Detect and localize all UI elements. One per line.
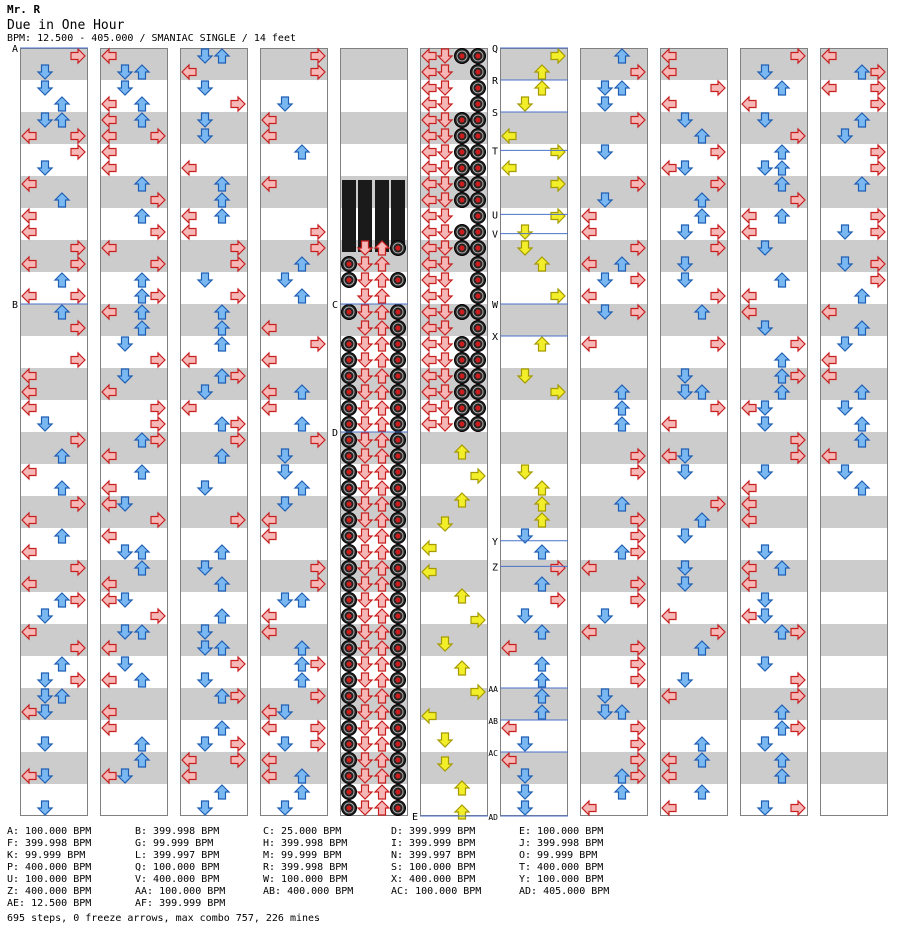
bpm-legend-entry: AC: 100.000 BPM [391,886,482,897]
mine [342,673,357,688]
beat-stripe [500,400,568,432]
chart-summary: 695 steps, 0 freeze arrows, max combo 757, 226 mines [7,913,321,924]
beat-stripe [820,656,888,688]
bpm-marker-label: C [331,300,338,311]
bpm-marker-label: S [491,108,498,119]
mine [455,337,470,352]
hold-block [375,196,389,204]
mine [391,481,406,496]
mine [471,401,486,416]
bpm-legend-entry: C: 25.000 BPM [263,826,342,837]
bpm-legend-entry: P: 400.000 BPM [7,862,92,873]
mine [342,449,357,464]
beat-stripe [820,528,888,560]
beat-stripe [340,48,408,80]
beat-stripe [580,80,648,112]
bpm-legend-entry: T: 400.000 BPM [519,862,604,873]
mine [391,369,406,384]
beat-stripe [820,624,888,656]
bpm-marker-label: W [491,300,498,311]
mine [391,417,406,432]
mine [391,465,406,480]
mine [342,721,357,736]
bpm-legend-entry: X: 400.000 BPM [391,874,476,885]
mine [471,49,486,64]
mine [391,753,406,768]
bpm-marker-label: Q [491,44,498,55]
beat-stripe [820,784,888,816]
bpm-legend-entry: F: 399.998 BPM [7,838,92,849]
mine [391,609,406,624]
beat-stripe [660,560,728,592]
mine [342,337,357,352]
mine [342,593,357,608]
hold-block [375,228,389,236]
mine [391,401,406,416]
bpm-legend-entry: AD: 405.000 BPM [519,886,610,897]
bpm-legend-entry: Y: 100.000 BPM [519,874,604,885]
mine [391,625,406,640]
beat-stripe [820,688,888,720]
mine [342,417,357,432]
mine [455,225,470,240]
mine [391,545,406,560]
mine [342,785,357,800]
hold-block [358,220,372,228]
bpm-legend-entry: AA: 100.000 BPM [135,886,226,897]
song-title: Due in One Hour [7,18,125,33]
hold-block [375,180,389,188]
mine [471,273,486,288]
beat-stripe [500,496,568,528]
bpm-marker-label: AB [488,717,498,726]
mine [455,145,470,160]
mine [391,337,406,352]
beat-stripe [740,528,808,560]
mine [391,673,406,688]
beat-stripe [500,464,568,496]
mine [342,369,357,384]
beat-stripe [820,752,888,784]
beat-stripe [820,592,888,624]
mine [391,737,406,752]
mine [342,577,357,592]
mine [391,385,406,400]
beat-stripe [260,272,328,304]
mine [342,433,357,448]
mine [471,289,486,304]
bpm-marker-label: AA [488,685,498,694]
beat-stripe [500,656,568,688]
beat-stripe [340,80,408,112]
mine [391,305,406,320]
beat-stripe [820,112,888,144]
beat-stripe [500,432,568,464]
hold-block [358,228,372,236]
beat-stripe [100,784,168,816]
bpm-marker-label: A [11,44,18,55]
bpm-legend-entry: I: 399.999 BPM [391,838,476,849]
mine [391,433,406,448]
beat-stripe [500,688,568,720]
hold-block [391,188,405,196]
bpm-legend-entry: D: 399.999 BPM [391,826,476,837]
mine [342,737,357,752]
bpm-marker-label: Z [491,562,498,574]
mine [471,113,486,128]
mine [455,305,470,320]
mine [471,145,486,160]
mine [342,497,357,512]
mine [471,65,486,80]
beat-stripe [660,720,728,752]
beat-stripe [660,368,728,400]
mine [342,513,357,528]
mine [391,497,406,512]
bpm-legend-entry: E: 100.000 BPM [519,826,604,837]
bpm-legend-entry: Z: 400.000 BPM [7,886,92,897]
chart-column [580,48,648,816]
mine [342,801,357,816]
beat-stripe [180,304,248,336]
mine [455,161,470,176]
bpm-marker-label: E [411,812,418,823]
mine [342,257,357,272]
bpm-legend-entry: AE: 12.500 BPM [7,898,92,909]
beat-stripe [500,240,568,272]
mine [342,705,357,720]
beat-stripe [420,720,488,752]
mine [342,353,357,368]
beat-stripe [260,784,328,816]
bpm-legend-entry: Q: 100.000 BPM [135,862,220,873]
hold-block [375,204,389,212]
bpm-marker-label: AC [488,749,498,758]
beat-stripe [820,720,888,752]
hold-block [391,228,405,236]
mine [391,769,406,784]
beat-stripe [260,464,328,496]
mine [391,529,406,544]
author-name: Mr. R [7,3,41,16]
beat-stripe [660,528,728,560]
hold-block [358,204,372,212]
mine [471,241,486,256]
beat-stripe [180,560,248,592]
bpm-marker-label: U [491,210,498,222]
hold-block [391,204,405,212]
mine [471,305,486,320]
mine [342,769,357,784]
bpm-legend-entry: V: 400.000 BPM [135,874,220,885]
mine [342,465,357,480]
mine [471,97,486,112]
beat-stripe [180,112,248,144]
bpm-marker-label: D [331,428,338,439]
beat-stripe [500,336,568,368]
mine [391,705,406,720]
bpm-legend-entry: K: 99.999 BPM [7,850,86,861]
mine [471,225,486,240]
mine [471,161,486,176]
beat-stripe [500,80,568,112]
beat-stripe [180,528,248,560]
beat-stripe [580,144,648,176]
beat-stripe [420,432,488,464]
beat-stripe [180,784,248,816]
hold-block [391,196,405,204]
mine [342,401,357,416]
hold-block [358,188,372,196]
mine [342,481,357,496]
beat-stripe [180,464,248,496]
mine [342,753,357,768]
beat-stripe [340,112,408,144]
mine [455,401,470,416]
hold-block [375,188,389,196]
mine [471,369,486,384]
mine [391,241,406,256]
mine [342,385,357,400]
beat-stripe [20,80,88,112]
bpm-legend-entry: B: 399.998 BPM [135,826,220,837]
beat-stripe [180,592,248,624]
mine [391,689,406,704]
hold-block [391,220,405,228]
beat-stripe [420,496,488,528]
mine [455,49,470,64]
hold-block [342,180,356,188]
beat-stripe [500,784,568,816]
bpm-legend-entry: G: 99.999 BPM [135,838,214,849]
hold-block [391,212,405,220]
bpm-legend-entry: O: 99.999 BPM [519,850,598,861]
mine [342,561,357,576]
bpm-legend-entry: S: 100.000 BPM [391,862,476,873]
mine [391,321,406,336]
mine [455,193,470,208]
mine [391,641,406,656]
mine [342,545,357,560]
bpm-legend-entry: L: 399.997 BPM [135,850,220,861]
hold-block [342,188,356,196]
mine [342,609,357,624]
beat-stripe [500,528,568,560]
mine [471,129,486,144]
hold-block [358,196,372,204]
mine [391,593,406,608]
mine [391,513,406,528]
mine [342,273,357,288]
mine [455,369,470,384]
mine [391,353,406,368]
hold-block [358,180,372,188]
mine [391,561,406,576]
mine [471,321,486,336]
mine [342,641,357,656]
beat-stripe [180,624,248,656]
beat-stripe [740,144,808,176]
beat-stripe [660,304,728,336]
hold-block [375,220,389,228]
hold-block [342,236,356,244]
beat-stripe [420,656,488,688]
beat-stripe [580,688,648,720]
mine [455,113,470,128]
mine [455,241,470,256]
beat-stripe [820,176,888,208]
mine [471,81,486,96]
hold-block [342,228,356,236]
beat-stripe [20,784,88,816]
mine [471,193,486,208]
mine [471,209,486,224]
beat-stripe [660,464,728,496]
bpm-marker-label: B [11,300,18,311]
beat-stripe [820,464,888,496]
bpm-legend-entry: AB: 400.000 BPM [263,886,354,897]
mine [455,129,470,144]
bpm-legend-entry: W: 100.000 BPM [263,874,348,885]
beat-stripe [500,304,568,336]
hold-block [342,212,356,220]
mine [342,529,357,544]
mine [342,305,357,320]
beat-stripe [740,752,808,784]
beat-stripe [260,80,328,112]
chart-column [660,48,728,816]
bpm-marker-label: X [491,332,498,343]
bpm-legend-entry: U: 100.000 BPM [7,874,92,885]
hold-block [342,196,356,204]
beat-stripe [340,144,408,176]
bpm-legend-entry: A: 100.000 BPM [7,826,92,837]
beat-stripe [420,752,488,784]
hold-block [375,212,389,220]
mine [471,177,486,192]
bpm-marker-label: V [491,229,498,241]
mine [342,657,357,672]
mine [471,385,486,400]
mine [391,785,406,800]
bpm-legend-entry: AF: 399.999 BPM [135,898,226,909]
beat-stripe [820,496,888,528]
mine [455,353,470,368]
beat-stripe [820,560,888,592]
mine [455,385,470,400]
hold-block [391,180,405,188]
beat-stripe [740,240,808,272]
chart-info: BPM: 12.500 - 405.000 / SMANIAC SINGLE / 14 feet [7,33,296,44]
hold-block [358,212,372,220]
beat-stripe [580,400,648,432]
beat-stripe [820,400,888,432]
beat-stripe [180,176,248,208]
beat-stripe [420,624,488,656]
mine [391,449,406,464]
chart-column [500,48,568,816]
beat-stripe [660,656,728,688]
mine [391,657,406,672]
mine [391,801,406,816]
bpm-legend-entry: H: 399.998 BPM [263,838,348,849]
beat-stripe [660,112,728,144]
hold-block [342,204,356,212]
mine [471,337,486,352]
mine [391,577,406,592]
mine [471,257,486,272]
mine [342,625,357,640]
bpm-marker-label: AD [488,813,498,822]
mine [455,177,470,192]
beat-stripe [420,784,488,816]
bpm-legend-entry: N: 399.997 BPM [391,850,476,861]
mine [391,273,406,288]
beat-stripe [260,144,328,176]
bpm-marker-label: Y [491,536,498,548]
bpm-legend-entry: M: 99.999 BPM [263,850,342,861]
hold-block [342,220,356,228]
hold-block [342,244,356,252]
mine [471,417,486,432]
mine [391,721,406,736]
bpm-legend-entry: J: 399.998 BPM [519,838,604,849]
beat-stripe [20,720,88,752]
mine [455,417,470,432]
bpm-legend-entry: R: 399.998 BPM [263,862,348,873]
mine [471,353,486,368]
bpm-marker-label: T [491,146,498,158]
bpm-marker-label: R [491,76,498,87]
beat-stripe [580,368,648,400]
mine [342,689,357,704]
